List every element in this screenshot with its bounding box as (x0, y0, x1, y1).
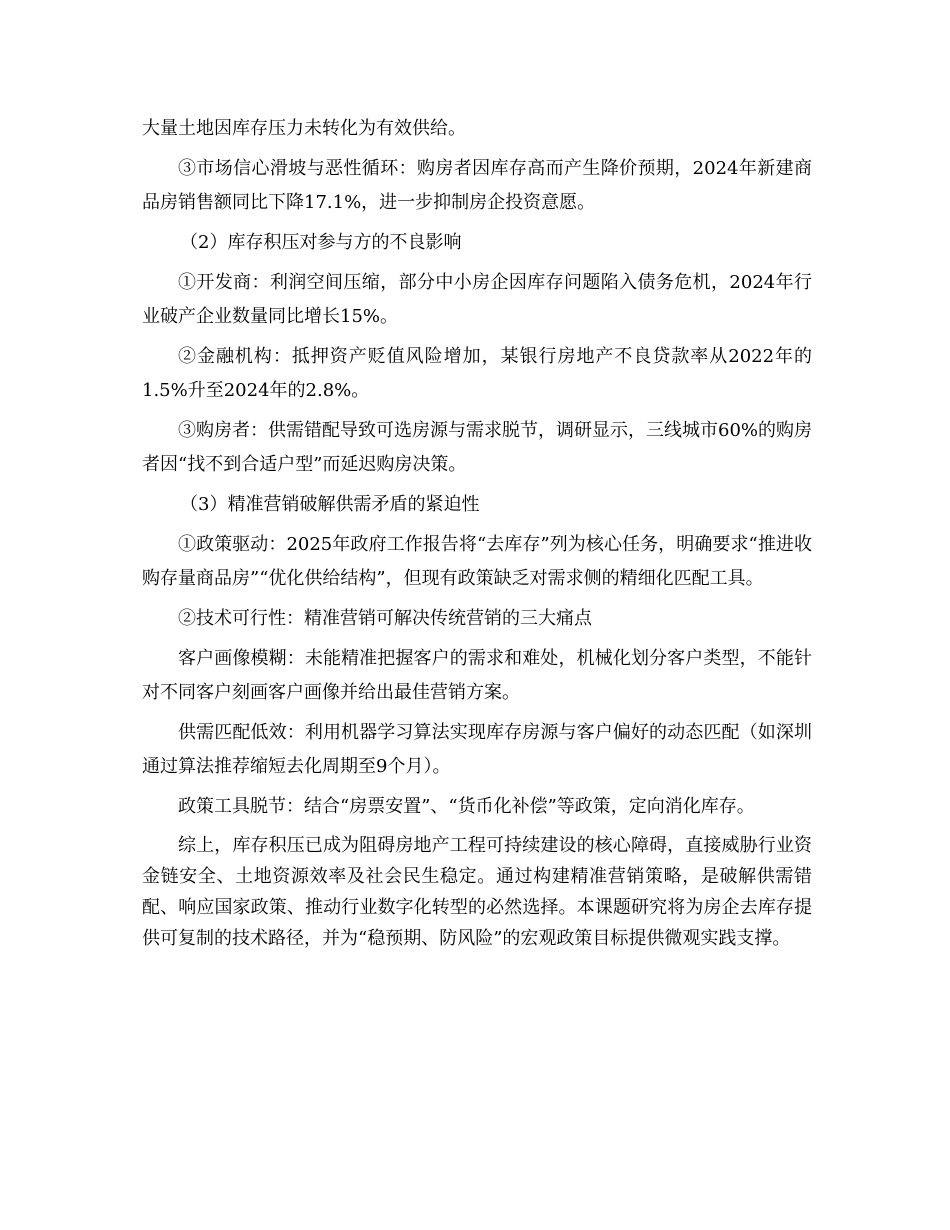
paragraph-policy-tools: 政策工具脱节：结合“房票安置”、“货币化补偿”等政策，定向消化库存。 (178, 796, 755, 817)
paragraph-land-supply: 大量土地因库存压力未转化为有效供给。 (142, 118, 466, 139)
document-body (142, 112, 812, 960)
paragraph-developers: ①开发商：利润空间压缩，部分中小房企因库存问题陷入债务危机，2024年行业破产企业数量同比增长15%。 (142, 272, 812, 327)
paragraph-policy-driven: ①政策驱动：2025年政府工作报告将“去库存”列为核心任务，明确要求“推进收购存量商品房”“优化供给结构”，但现有政策缺乏对需求侧的精细化匹配工具。 (142, 534, 812, 589)
paragraph-supply-demand-matching: 供需匹配低效：利用机器学习算法实现库存房源与客户偏好的动态匹配（如深圳通过算法推荐缩短去化周期至9个月）。 (142, 722, 812, 777)
paragraph-customer-profile: 客户画像模糊：未能精准把握客户的需求和难处，机械化划分客户类型，不能针对不同客户刻画客户画像并给出最佳营销方案。 (142, 648, 812, 703)
paragraph-conclusion: 综上，库存积压已成为阻碍房地产工程可持续建设的核心障碍，直接威胁行业资金链安全、土地资源效率及社会民生稳定。通过构建精准营销策略，是破解供需错配、响应国家政策、推动行业数字化转型的必然选择。本课题研究将为房企去库存提供可复制的技术路径，并为“稳预期、防风险”的宏观政策目标提供微观实践支撑。 (142, 835, 812, 949)
section-heading-impact: （2）库存积压对参与方的不良影响 (180, 232, 462, 253)
paragraph-market-confidence: ③市场信心滑坡与恶性循环：购房者因库存高而产生降价预期，2024年新建商品房销售额同比下降17.1%，进一步抑制房企投资意愿。 (142, 158, 812, 213)
paragraph-technical-feasibility: ②技术可行性：精准营销可解决传统营销的三大痛点 (178, 608, 592, 629)
section-heading-urgency: （3）精准营销破解供需矛盾的紧迫性 (180, 494, 480, 515)
paragraph-buyers: ③购房者：供需错配导致可选房源与需求脱节，调研显示，三线城市60%的购房者因“找不到合适户型”而延迟购房决策。 (142, 420, 813, 475)
paragraph-financial-institutions: ②金融机构：抵押资产贬值风险增加，某银行房地产不良贷款率从2022年的1.5%升至2024年的2.8%。 (142, 346, 812, 401)
